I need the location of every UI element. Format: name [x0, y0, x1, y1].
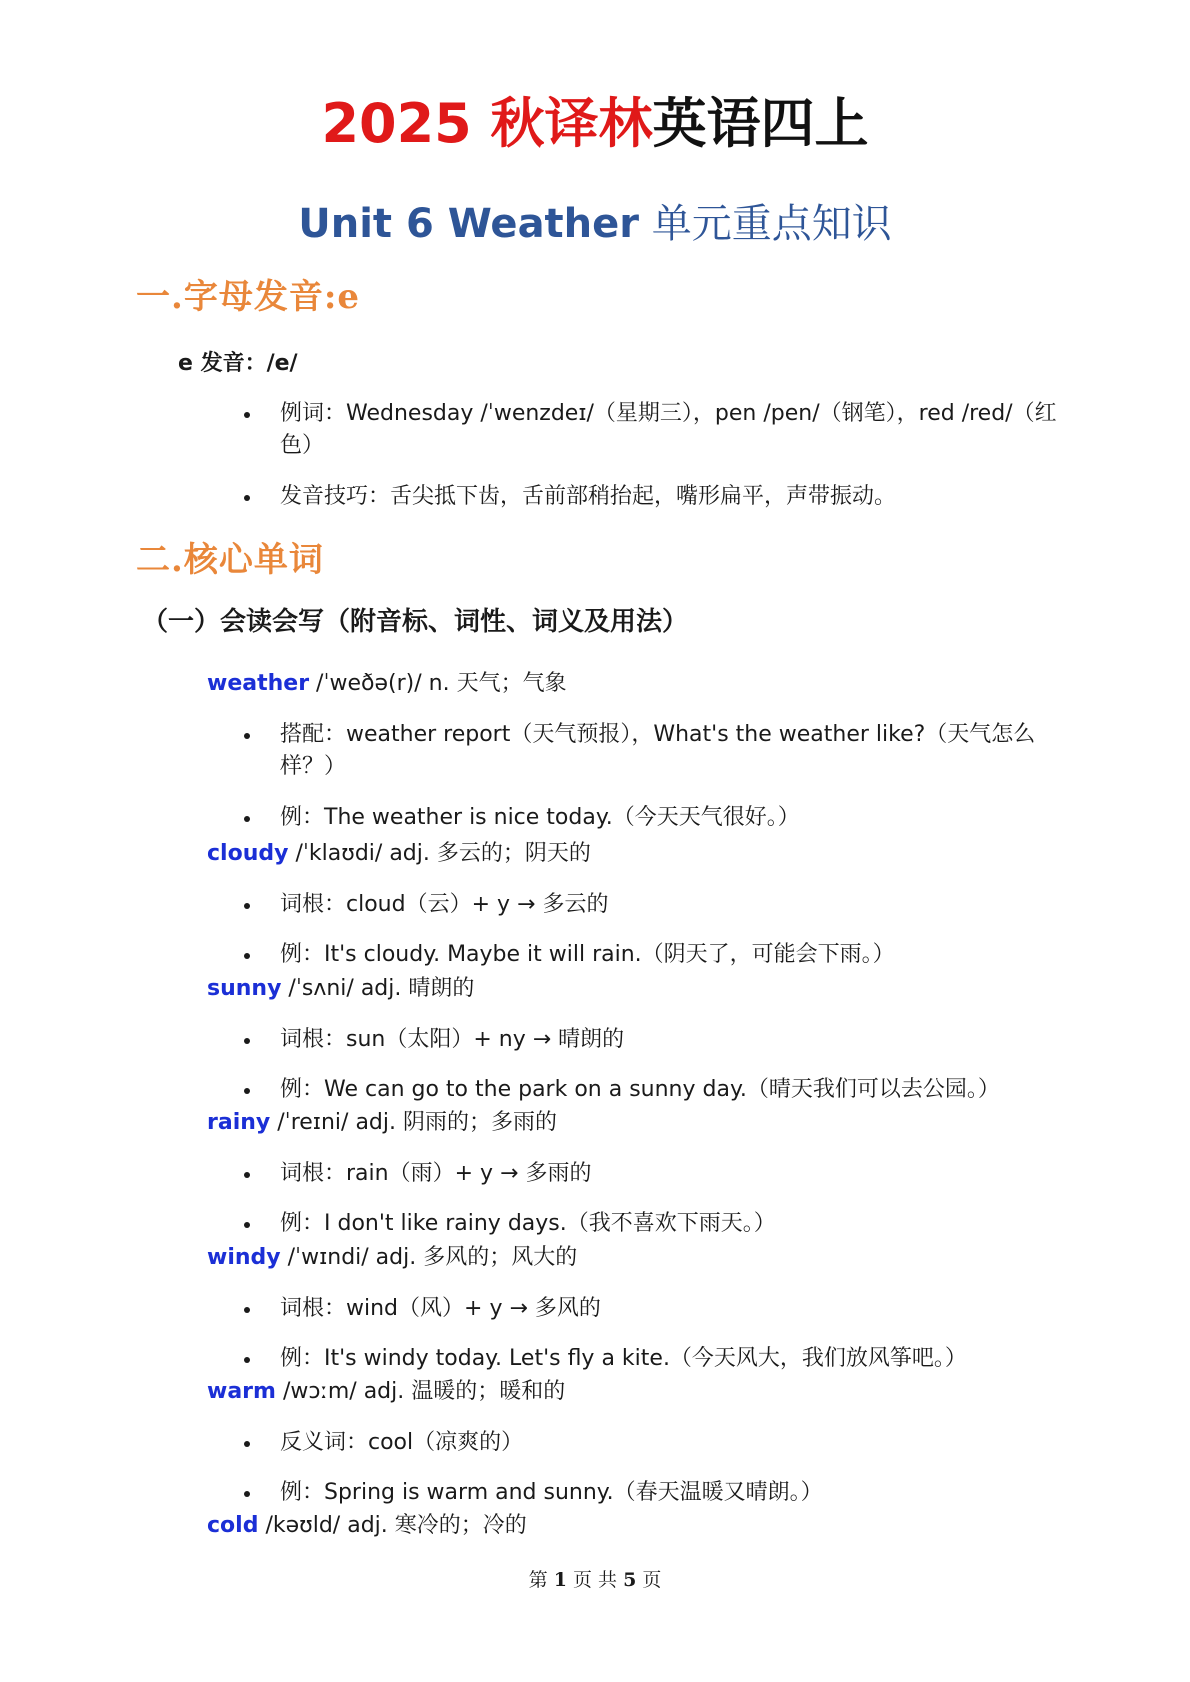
- words-subheading: （一）会读会写（附音标、词性、词义及用法）: [142, 607, 689, 637]
- word-term: warm: [207, 1379, 276, 1404]
- word-entry: [207, 668, 567, 700]
- bullet-dot: [244, 495, 250, 501]
- footer-suffix: 页: [642, 1569, 662, 1591]
- word-definition: /ˈreɪni/ adj. 阴雨的；多雨的: [277, 1110, 557, 1135]
- bullet-dot: [244, 1307, 250, 1313]
- word-bullet: 例：Spring is warm and sunny.（春天温暖又晴朗。）: [280, 1480, 823, 1505]
- title-rest: 英语四上: [652, 92, 869, 155]
- word-definition: /ˈklaʊdi/ adj. 多云的；阴天的: [295, 841, 591, 866]
- bullet-dot: [244, 1038, 250, 1044]
- footer-prefix: 第: [528, 1569, 548, 1591]
- word-bullet: 例：The weather is nice today.（今天天气很好。）: [280, 805, 800, 830]
- bullet-dot: [244, 953, 250, 959]
- word-bullet: 例：I don't like rainy days.（我不喜欢下雨天。）: [280, 1211, 776, 1236]
- subtitle-unit: Unit 6 Weather: [298, 201, 640, 247]
- word-entry: [207, 1510, 527, 1542]
- phonics-bullet: 例词：Wednesday /ˈwenzdeɪ/（星期三），pen /pen/（钢笔），red /red/（红色）: [280, 401, 1057, 458]
- bullet-dot: [244, 733, 250, 739]
- bullet-dot: [244, 1441, 250, 1447]
- phonics-line: e 发音：/e/: [178, 351, 298, 376]
- word-bullet: 词根：wind（风）+ y → 多风的: [280, 1296, 601, 1321]
- word-bullet: 词根：rain（雨）+ y → 多雨的: [280, 1161, 592, 1186]
- bullet-dot: [244, 1088, 250, 1094]
- bullet-dot: [244, 412, 250, 418]
- word-definition: /wɔːm/ adj. 温暖的；暖和的: [282, 1379, 566, 1404]
- footer-middle: 页 共: [572, 1569, 618, 1591]
- section-heading-words: 二.核心单词: [136, 540, 324, 580]
- word-entry: [207, 1107, 557, 1139]
- bullet-dot: [244, 1491, 250, 1497]
- bullet-dot: [244, 816, 250, 822]
- title-brand: 秋译林: [490, 92, 653, 155]
- word-term: windy: [207, 1245, 281, 1270]
- word-term: cloudy: [207, 841, 289, 866]
- word-definition: /ˈwɪndi/ adj. 多风的；风大的: [287, 1245, 578, 1270]
- footer-page-number: 1: [553, 1569, 567, 1591]
- bullet-dot: [244, 903, 250, 909]
- word-bullet: 搭配：weather report（天气预报），What's the weather like?（天气怎么样？）: [280, 722, 1036, 779]
- footer-total-pages: 5: [623, 1569, 637, 1591]
- word-entry: [207, 1376, 565, 1408]
- subtitle-cn: 单元重点知识: [651, 201, 892, 247]
- word-definition: /ˈsʌni/ adj. 晴朗的: [288, 976, 475, 1001]
- document-subtitle: [0, 196, 1190, 252]
- word-term: weather: [207, 671, 310, 696]
- word-term: cold: [207, 1513, 259, 1538]
- word-bullet: 例：It's cloudy. Maybe it will rain.（阴天了，可能会下雨。）: [280, 942, 895, 967]
- word-entry: [207, 973, 474, 1005]
- word-definition: /kəʊld/ adj. 寒冷的；冷的: [265, 1513, 527, 1538]
- word-entry: [207, 1242, 577, 1274]
- word-bullet: 词根：cloud（云）+ y → 多云的: [280, 892, 609, 917]
- word-bullet: 词根：sun（太阳）+ ny → 晴朗的: [280, 1027, 625, 1052]
- phonics-bullet: 发音技巧：舌尖抵下齿，舌前部稍抬起，嘴形扁平，声带振动。: [280, 484, 897, 509]
- word-term: sunny: [207, 976, 282, 1001]
- bullet-dot: [244, 1222, 250, 1228]
- word-bullet: 反义词：cool（凉爽的）: [280, 1430, 524, 1455]
- page-footer: [0, 1566, 1190, 1594]
- word-bullet: 例：It's windy today. Let's fly a kite.（今天风大，我们放风筝吧。）: [280, 1346, 967, 1371]
- word-entry: [207, 838, 591, 870]
- word-bullet: 例：We can go to the park on a sunny day.（晴天我们可以去公园。）: [280, 1077, 1000, 1102]
- title-year: 2025: [321, 92, 472, 155]
- section-heading-phonics: 一.字母发音:e: [136, 277, 361, 317]
- bullet-dot: [244, 1172, 250, 1178]
- word-term: rainy: [207, 1110, 271, 1135]
- word-definition: /ˈweðə(r)/ n. 天气；气象: [316, 671, 567, 696]
- document-title: [0, 88, 1190, 160]
- bullet-dot: [244, 1357, 250, 1363]
